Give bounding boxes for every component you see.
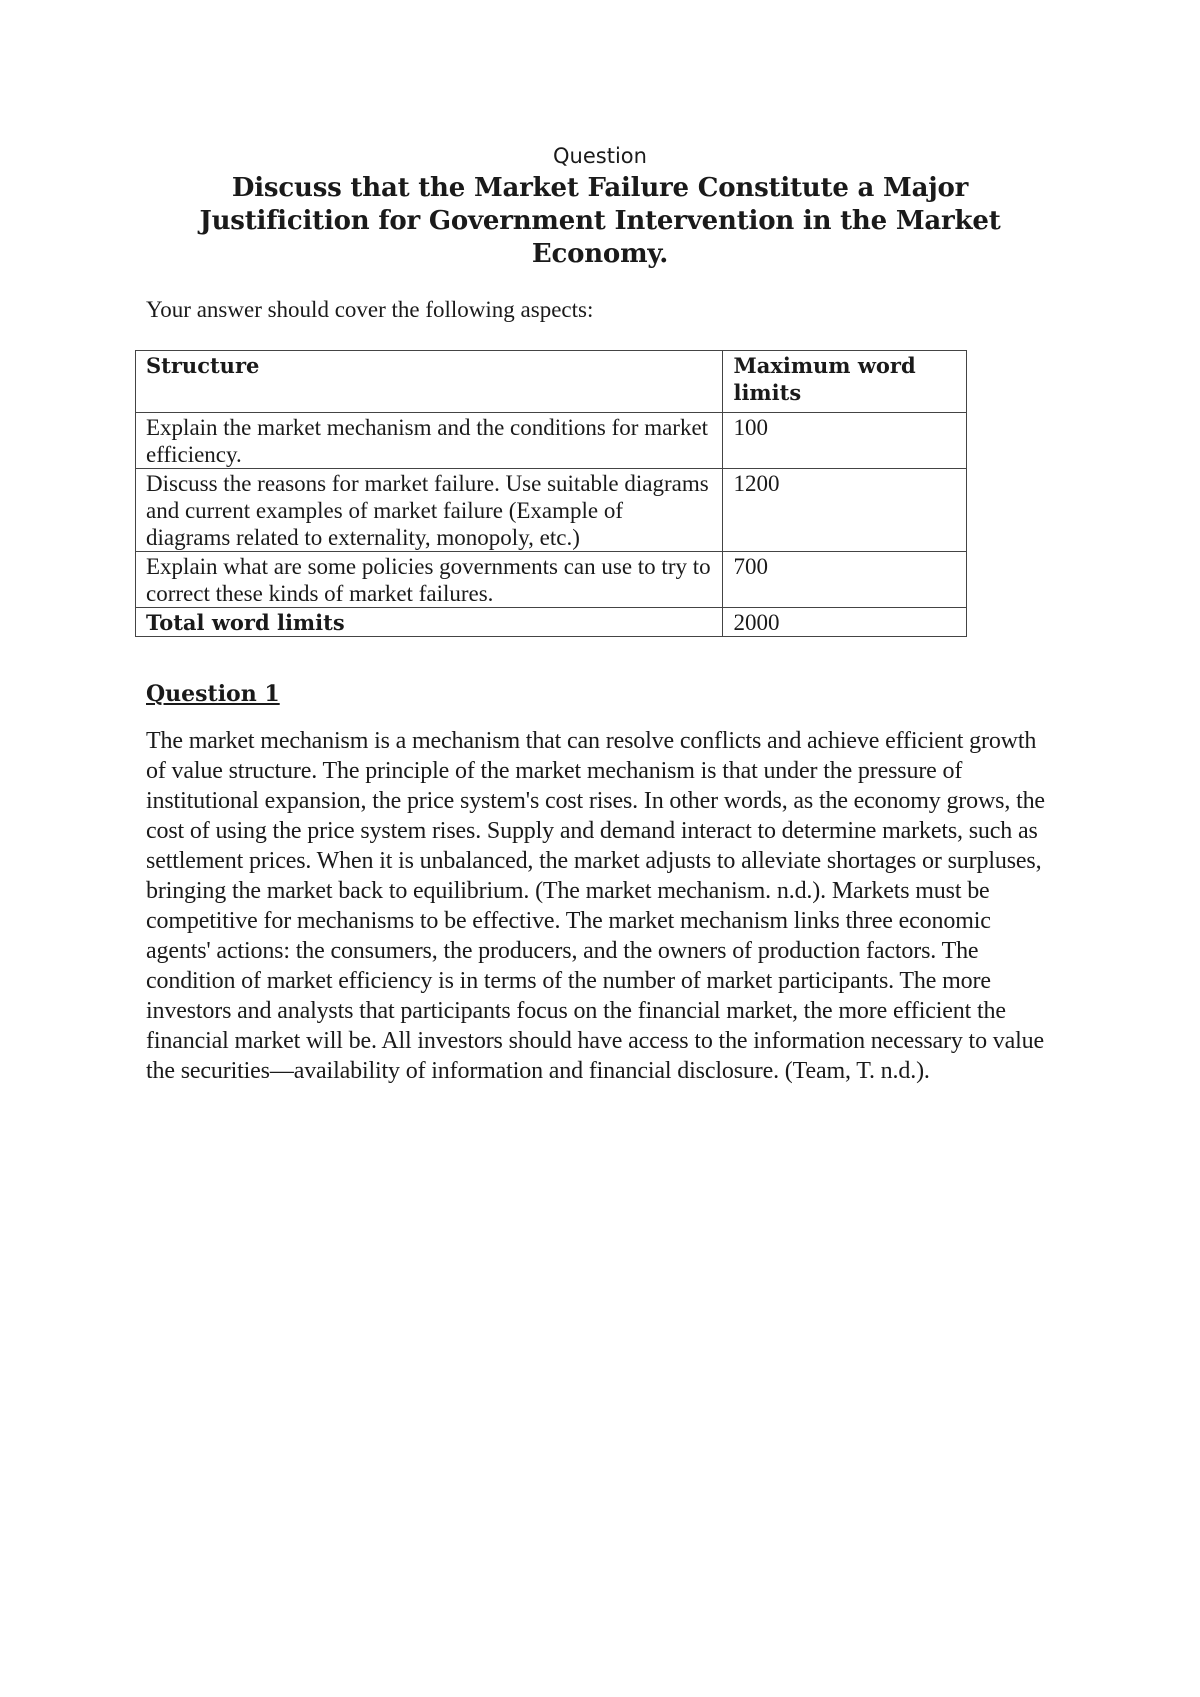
total-value: 2000 [723, 608, 967, 637]
header-word-limits: Maximum word limits [723, 351, 967, 413]
row-structure: Explain the market mechanism and the conditions for market efficiency. [136, 413, 723, 469]
table-row [136, 552, 967, 608]
question-1-heading: Question 1 [146, 681, 280, 707]
question-label: Question [553, 144, 647, 168]
question-1-body: The market mechanism is a mechanism that can resolve conflicts and achieve efficient growth of value structure. The principle of the market mechanism is that under the pressure of institutional expansion, the price system's cost rises. In other words, as the economy grows, the cost of using the price system rises. Supply and demand interact to determine markets, such as settlement prices. When it is unbalanced, the market adjusts to alleviate shortages or surpluses, bringing the market back to equilibrium. (The market mechanism. n.d.). Markets must be competitive for mechanisms to be effective. The market mechanism links three economic agents' actions: the consumers, the producers, and the owners of production factors. The condition of market efficiency is in terms of the number of market participants. The more investors and analysts that participants focus on the financial market, the more efficient the financial market will be. All investors should have access to the information necessary to value the securities—availability of information and financial disclosure. (Team, T. n.d.). [146, 728, 1045, 1084]
table-row [136, 413, 967, 469]
table-total-row [136, 608, 967, 637]
row-limit: 100 [723, 413, 967, 469]
table-header-row [136, 351, 967, 413]
aspects-table [135, 350, 967, 637]
total-label: Total word limits [136, 608, 723, 637]
row-structure: Discuss the reasons for market failure. Use suitable diagrams and current examples of market failure (Example of diagrams related to externality, monopoly, etc.) [136, 469, 723, 552]
row-limit: 1200 [723, 469, 967, 552]
table-row [136, 469, 967, 552]
header-structure: Structure [136, 351, 723, 413]
intro-text: Your answer should cover the following aspects: [146, 297, 594, 322]
page-title: Discuss that the Market Failure Constitute a Major Justificition for Government Intervention in the Market Economy. [199, 173, 1001, 269]
row-limit: 700 [723, 552, 967, 608]
row-structure: Explain what are some policies governments can use to try to correct these kinds of market failures. [136, 552, 723, 608]
